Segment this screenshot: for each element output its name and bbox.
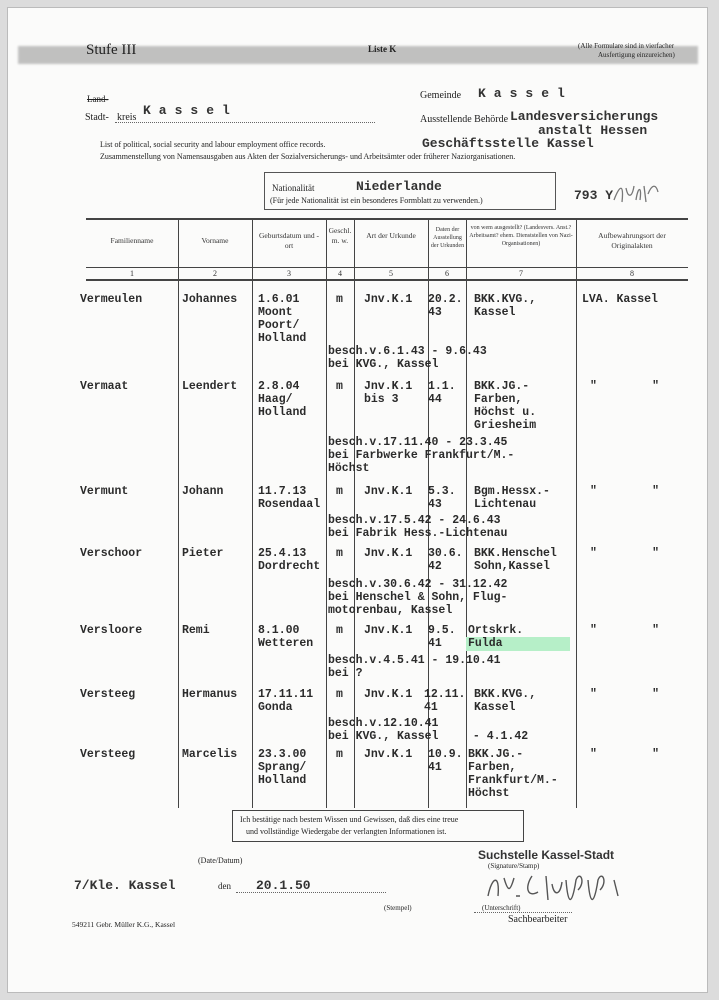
table-cell-issuer: BKK.JG.- Farben, Höchst u. Griesheim: [474, 380, 537, 432]
table-cell-birth: 8.1.00 Wetteren: [258, 624, 314, 650]
handwritten-initials: [612, 180, 662, 206]
place-date: 7/Kle. Kassel: [74, 878, 176, 893]
table-cell-archive: LVA. Kassel: [582, 293, 658, 306]
col-number: 8: [630, 269, 634, 278]
col-header-aussteller: von wem ausgestellt? (Landesvers. Anst.? Arbeitsamt? ehem. Dienststellen von Nazi-Organisationen): [469, 225, 573, 247]
table-cell-issuer: BKK.KVG., Kassel: [474, 688, 537, 714]
table-cell-first: Marcelis: [182, 748, 238, 761]
table-cell-date: 9.5. 41: [428, 624, 456, 650]
table-cell-issuer: Bgm.Hessx.- Lichtenau: [474, 485, 550, 511]
certification-line-1: Ich bestätige nach bestem Wissen und Gewissen, daß dies eine treue: [240, 815, 459, 824]
table-cell-issuer: BKK.KVG., Kassel: [474, 293, 537, 319]
table-cell-name: Versloore: [80, 624, 143, 637]
table-cell-name: Versteeg: [80, 748, 136, 761]
table-cell-doc: Jnv.K.1 bis 3: [364, 380, 413, 406]
table-cell-archive: " ": [590, 380, 660, 393]
table-cell-name: Vermaat: [80, 380, 129, 393]
table-cell-doc: Jnv.K.1: [364, 624, 413, 637]
table-cell-date: 20.2. 43: [428, 293, 463, 319]
table-cell-archive: " ": [590, 547, 660, 560]
den-label: den: [218, 881, 231, 891]
table-cell-sex: m: [336, 293, 343, 306]
table-cell-sex: m: [336, 380, 343, 393]
table-cell-archive: " ": [590, 485, 660, 498]
table-cell-sex: m: [336, 688, 343, 701]
col-header-geburtsdatum: Geburtsdatum und -ort: [259, 231, 319, 250]
description-en: List of political, social security and labour employment office records.: [100, 140, 326, 149]
table-cell-date: 10.9. 41: [428, 748, 463, 774]
table-cell-sex: m: [336, 624, 343, 637]
table-cell-employment-note: besch.v.30.6.42 - 31.12.42 bei Henschel & Sohn, Flug- motorenbau, Kassel: [328, 578, 508, 617]
behoerde-line-1: Landesversicherungs: [510, 109, 659, 124]
office-stamp: Suchstelle Kassel-Stadt: [478, 848, 615, 862]
table-cell-doc: Jnv.K.1: [364, 547, 413, 560]
behoerde-line-3: Geschäftsstelle Kassel: [422, 136, 594, 151]
col-header-art: Art der Urkunde: [366, 231, 416, 240]
table-cell-first: Johannes: [182, 293, 238, 306]
col-number: 7: [519, 269, 523, 278]
gemeinde-value: Kassel: [478, 86, 573, 101]
table-cell-birth: 25.4.13 Dordrecht: [258, 547, 321, 573]
signature-underline: [474, 912, 572, 913]
table-cell-sex: m: [336, 547, 343, 560]
nationality-note: (Für jede Nationalität ist ein besonderes Formblatt zu verwenden.): [270, 196, 483, 205]
col-header-aufbewahrung: Aufbewahrungsort der Originalakten: [598, 231, 666, 250]
table-cell-birth: 17.11.11 Gonda: [258, 688, 314, 714]
table-cell-employment-note: besch.v.6.1.43 - 9.6.43 bei KVG., Kassel: [328, 345, 487, 371]
table-cell-doc: Jnv.K.1: [364, 688, 413, 701]
table-cell-birth: 11.7.13 Rosendaal: [258, 485, 321, 511]
table-cell-archive: " ": [590, 748, 660, 761]
table-cell-first: Pieter: [182, 547, 224, 560]
kreis-value: Kassel: [143, 103, 238, 118]
printer-imprint: 549211 Gebr. Müller K.G., Kassel: [72, 920, 176, 929]
sachbearbeiter-label: Sachbearbeiter: [508, 914, 568, 925]
table-cell-doc: Jnv.K.1: [364, 485, 413, 498]
col-number: 1: [130, 269, 134, 278]
table-cell-doc: Jnv.K.1: [364, 748, 413, 761]
col-number: 5: [389, 269, 393, 278]
nationality-value: Niederlande: [356, 179, 442, 194]
table-cell-issuer: BKK.Henschel Sohn,Kassel: [474, 547, 557, 573]
table-cell-archive: " ": [590, 688, 660, 701]
form-note-1: (Alle Formulare sind in vierfacher: [578, 42, 675, 50]
table-cell-name: Vermunt: [80, 485, 129, 498]
table-cell-date: 12.11. 41: [424, 688, 466, 714]
gemeinde-label: Gemeinde: [420, 90, 462, 101]
table-cell-first: Hermanus: [182, 688, 238, 701]
reference-number: 793 Y: [574, 188, 614, 203]
form-note-2: Ausfertigung einzureichen): [598, 51, 675, 59]
table-cell-issuer: Ortskrk. Fulda: [468, 624, 524, 650]
kreis-prefix: Stadt-: [85, 112, 109, 123]
table-cell-date: 1.1. 44: [428, 380, 456, 406]
col-number: 6: [445, 269, 449, 278]
stempel-label: (Stempel): [384, 904, 412, 912]
table-cell-sex: m: [336, 485, 343, 498]
table-cell-birth: 23.3.00 Sprang/ Holland: [258, 748, 307, 787]
col-header-geschlecht: Geschl. m. w.: [328, 226, 352, 245]
table-cell-first: Remi: [182, 624, 210, 637]
table-cell-name: Vermeulen: [80, 293, 143, 306]
unterschrift-label: (Unterschrift): [482, 904, 521, 912]
col-header-daten: Daten der Ausstellung der Urkunden: [430, 227, 465, 249]
col-number: 3: [287, 269, 291, 278]
date-label: (Date/Datum): [198, 856, 243, 865]
col-number: 4: [338, 269, 342, 278]
table-cell-sex: m: [336, 748, 343, 761]
table-cell-employment-note: besch.v.4.5.41 - 19.10.41 bei ?: [328, 654, 501, 680]
behoerde-label: Ausstellende Behörde: [420, 114, 509, 125]
col-number: 2: [213, 269, 217, 278]
kreis-struck: Land-: [87, 94, 109, 104]
date-underline: [236, 892, 386, 893]
table-cell-employment-note: besch.v.17.5.42 - 24.6.43 bei Fabrik Hess.-Lichtenau: [328, 514, 508, 540]
stufe-label: Stufe III: [86, 42, 137, 58]
date-value: 20.1.50: [256, 878, 311, 893]
table-cell-employment-note: besch.v.12.10.41 bei KVG., Kassel - 4.1.42: [328, 717, 529, 743]
table-cell-doc: Jnv.K.1: [364, 293, 413, 306]
kreis-underline: [115, 122, 375, 123]
signature-label: (Signature/Stamp): [488, 862, 540, 870]
table-cell-birth: 1.6.01 Moont Poort/ Holland: [258, 293, 307, 345]
table-cell-first: Johann: [182, 485, 224, 498]
table-cell-employment-note: besch.v.17.11.40 - 23.3.45 bei Farbwerke Frankfurt/M.- Höchst: [328, 436, 515, 475]
table-cell-date: 5.3. 43: [428, 485, 456, 511]
description-de: Zusammenstellung von Namensausgaben aus Akten der Sozialversicherungs- und Arbeitsämter oder früherer Naziorganisationen.: [100, 152, 516, 161]
kreis-label: kreis: [117, 112, 137, 123]
col-header-vorname: Vorname: [201, 236, 229, 245]
table-cell-first: Leendert: [182, 380, 238, 393]
table-cell-name: Verschoor: [80, 547, 143, 560]
table-cell-name: Versteeg: [80, 688, 136, 701]
table-cell-birth: 2.8.04 Haag/ Holland: [258, 380, 307, 419]
behoerde-line-2: anstalt Hessen: [538, 123, 648, 138]
liste-label: Liste K: [368, 44, 397, 54]
certification-line-2: und vollständige Wiedergabe der verlangten Informationen ist.: [246, 827, 447, 836]
handwritten-signature: [480, 866, 640, 908]
nationality-label: Nationalität: [272, 183, 315, 193]
col-header-familienname: Familienname: [110, 236, 154, 245]
table-cell-archive: " ": [590, 624, 660, 637]
table-cell-issuer: BKK.JG.- Farben, Frankfurt/M.- Höchst: [468, 748, 558, 800]
table-cell-date: 30.6. 42: [428, 547, 463, 573]
